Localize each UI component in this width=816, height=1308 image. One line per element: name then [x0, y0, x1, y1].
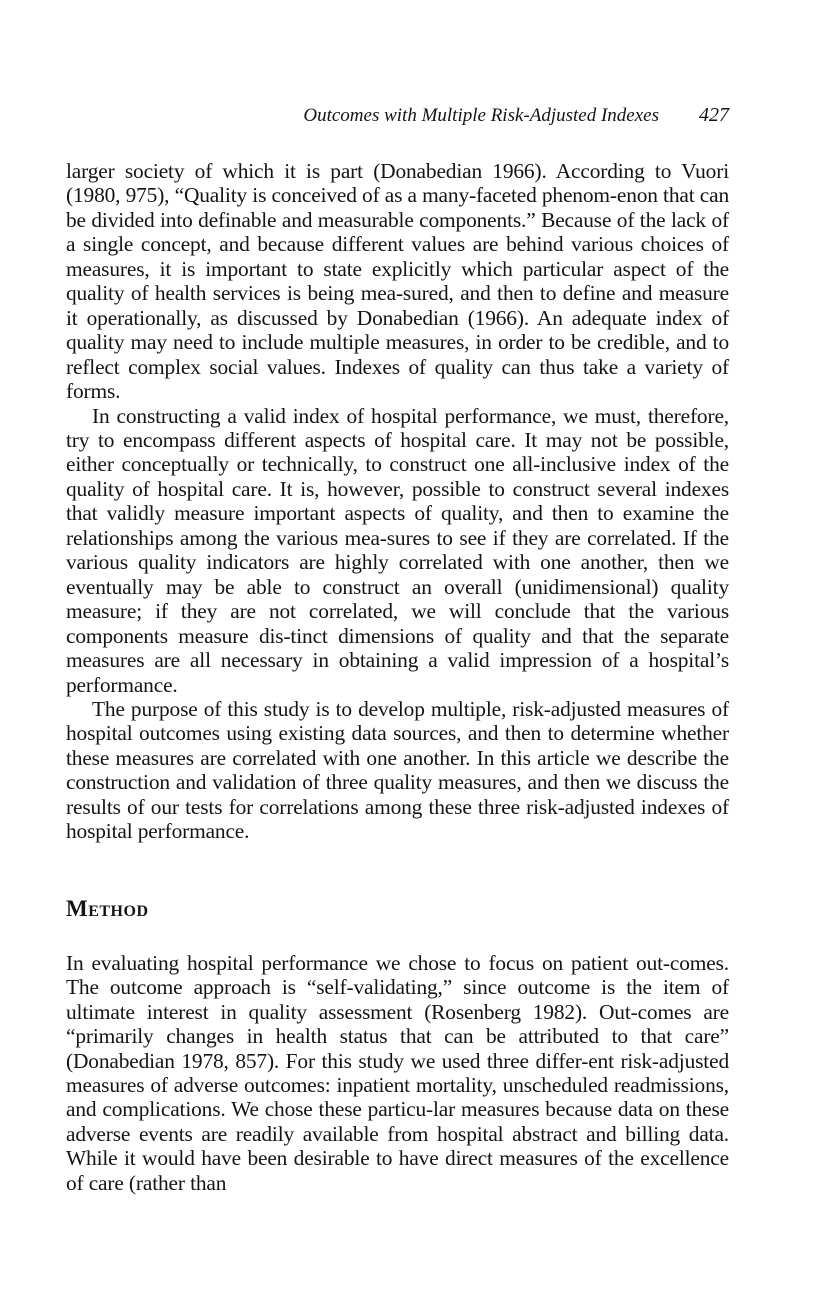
page-number: 427 [699, 104, 729, 126]
body-paragraph: In constructing a valid index of hospital performance, we must, therefore, try to encompass different aspects of hospital care. It may not be possible, either conceptually or technically, to construct one all-inclusive index of the quality of hospital care. It is, however, possible to construct several indexes that validly measure important aspects of quality, and then to examine the relationships among the various mea-sures to see if they are correlated. If the various quality indicators are highly correlated with one another, then we eventually may be able to construct an overall (unidimensional) quality measure; if they are not correlated, we will conclude that the various components measure dis-tinct dimensions of quality and that the separate measures are all necessary in obtaining a valid impression of a hospital’s performance. [66, 403, 729, 697]
method-paragraph: In evaluating hospital performance we chose to focus on patient out-comes. The outcome approach is “self-validating,” since outcome is the item of ultimate interest in quality assessment (Rosenberg 1982). Out-comes are “primarily changes in health status that can be attributed to that care” (Donabedian 1978, 857). For this study we used three differ-ent risk-adjusted measures of adverse outcomes: inpatient mortality, unscheduled readmissions, and complications. We chose these particu-lar measures because data on these adverse events are readily available from hospital abstract and billing data. While it would have been desirable to have direct measures of the excellence of care (rather than [66, 950, 729, 1195]
document-page [66, 104, 729, 1195]
body-paragraph: The purpose of this study is to develop multiple, risk-adjusted measures of hospital outcomes using existing data sources, and then to determine whether these measures are correlated with one another. In this article we describe the construction and validation of three quality measures, and then we discuss the results of our tests for correlations among these three risk-adjusted indexes of hospital performance. [66, 696, 729, 844]
body-paragraph: larger society of which it is part (Donabedian 1966). According to Vuori (1980, 975), “Quality is conceived of as a many-faceted phenom-enon that can be divided into definable and measurable components.” Because of the lack of a single concept, and because different values are behind various choices of measures, it is important to state explicitly which particular aspect of the quality of health services is being mea-sured, and then to define and measure it operationally, as discussed by Donabedian (1966). An adequate index of quality may need to include multiple measures, in order to be credible, and to reflect complex social values. Indexes of quality can thus take a variety of forms. [66, 159, 729, 404]
section-heading-method: Method [66, 895, 149, 921]
running-header [66, 104, 729, 134]
running-title: Outcomes with Multiple Risk-Adjusted Indexes [303, 105, 659, 126]
